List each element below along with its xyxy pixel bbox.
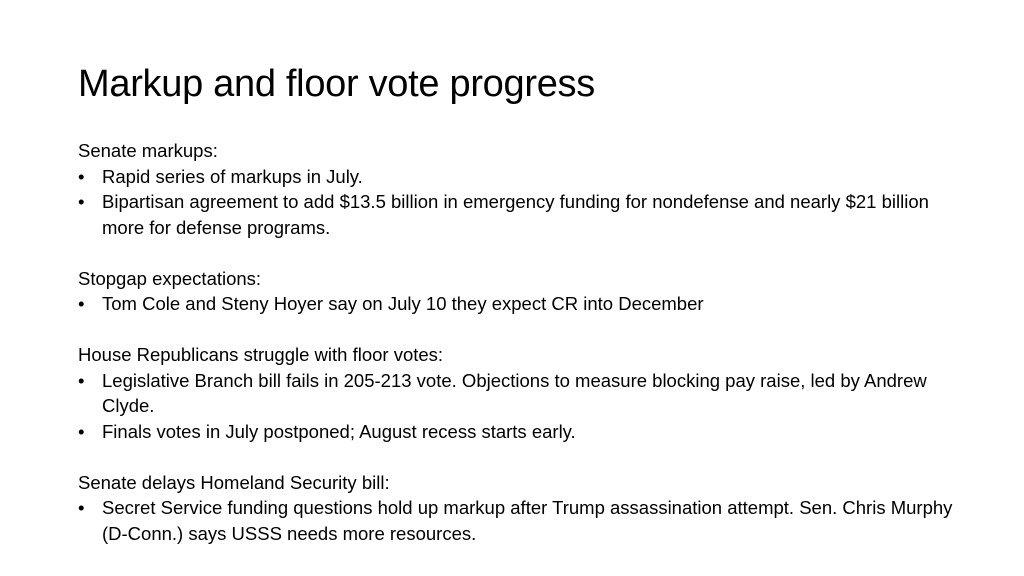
bullet-item	[78, 419, 958, 445]
section-house-floor-votes	[78, 342, 958, 444]
section-heading: Stopgap expectations:	[78, 267, 262, 289]
section-senate-markups	[78, 138, 958, 240]
section-heading: Senate markups:	[78, 140, 218, 161]
bullet-icon: •	[78, 191, 85, 212]
bullet-item	[78, 291, 958, 317]
bullet-icon: •	[78, 497, 85, 518]
bullet-list	[78, 495, 958, 546]
bullet-icon: •	[78, 420, 85, 442]
section-heading: Senate delays Homeland Security bill:	[78, 471, 390, 493]
bullet-item	[78, 368, 958, 419]
bullet-item	[78, 495, 958, 546]
bullet-text: Tom Cole and Steny Hoyer say on July 10 they expect CR into December	[102, 293, 704, 314]
slide-title: Markup and floor vote progress	[78, 63, 595, 105]
section-heading: House Republicans struggle with floor votes:	[78, 344, 444, 365]
section-stopgap-expectations	[78, 266, 958, 317]
slide-body	[78, 138, 958, 546]
bullet-text: Legislative Branch bill fails in 205-213 vote. Objections to measure blocking pay raise, led by Andrew Clyde.	[102, 369, 927, 416]
bullet-item	[78, 164, 958, 190]
bullet-text: Bipartisan agreement to add $13.5 billion in emergency funding for nondefense and nearly $21 billion more for defense programs.	[102, 191, 929, 238]
bullet-text: Finals votes in July postponed; August recess starts early.	[102, 420, 576, 442]
bullet-text: Secret Service funding questions hold up markup after Trump assassination attempt. Sen. Chris Murphy (D-Conn.) says USSS needs more resources.	[102, 497, 953, 544]
bullet-icon: •	[78, 165, 85, 187]
bullet-icon: •	[78, 369, 85, 391]
bullet-icon: •	[78, 293, 85, 314]
bullet-list	[78, 164, 958, 241]
bullet-item	[78, 189, 958, 240]
section-homeland-security	[78, 470, 958, 547]
bullet-list	[78, 368, 958, 445]
bullet-list	[78, 291, 958, 317]
bullet-text: Rapid series of markups in July.	[102, 165, 363, 187]
